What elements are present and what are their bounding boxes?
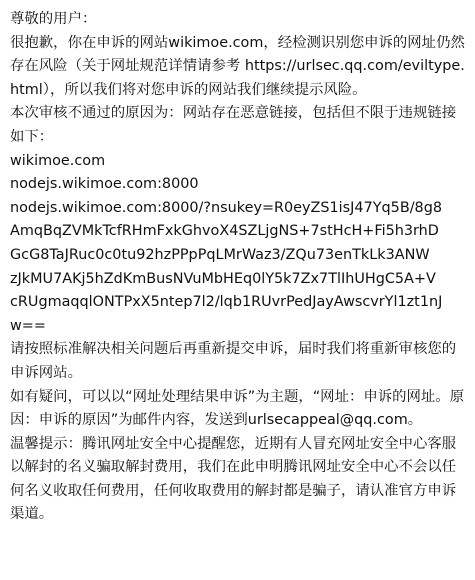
long-link-line: w== <box>10 317 46 334</box>
long-link-line: cRUgmaqqlONTPxX5ntep7l2/lqb1RUvrPedJayAwscvrYl1zt1nJ <box>10 294 443 311</box>
warning-paragraph: 温馨提示：腾讯网址安全中心提醒您，近期有人冒充网址安全中心客服以解封的名义骗取解封费用，我们在此申明腾讯网址安全中心不会以任何名义收取任何费用，任何收取费用的解封都是骗子，请认准官方申诉渠道。 <box>10 435 457 523</box>
long-link-line: GcG8TaJRuc0c0tu92hzPPpPqLMrWaz3/ZQu73enTkLk3ANW <box>10 246 430 263</box>
violating-link: wikimoe.com <box>10 152 106 169</box>
long-violating-link <box>10 197 468 339</box>
appeal-result-document <box>10 8 468 527</box>
long-link-line: AmqBqZVMkTcfRHmFxkGhvoX4SZLjgNS+7stHcH+Fi5h3rhD <box>10 223 439 240</box>
greeting: 尊敬的用户： <box>10 11 97 27</box>
violating-link: nodejs.wikimoe.com:8000 <box>10 176 199 193</box>
resubmit-paragraph: 请按照标准解决相关问题后再重新提交申诉，届时我们将重新审核您的申诉网站。 <box>10 341 457 381</box>
long-link-line: zJkMU7AKj5hZdKmBusNVuMbHEq0lY5k7Zx7TlIhUHgC5A+V <box>10 270 436 287</box>
long-link-line: nodejs.wikimoe.com:8000/?nsukey=R0eyZS1isJ47Yq5B/8g8 <box>10 199 442 216</box>
reason-paragraph: 本次审核不通过的原因为：网站存在恶意链接，包括但不限于违规链接如下： <box>10 105 457 145</box>
contact-paragraph: 如有疑问，可以以“网址处理结果申诉”为主题，“网址：申诉的网址。原因：申诉的原因”为邮件内容，发送到urlsecappeal@qq.com。 <box>10 388 465 429</box>
intro-paragraph: 很抱歉，你在申诉的网站wikimoe.com，经检测识别您申诉的网址仍然存在风险（关于网址规范详情请参考 https://urlsec.qq.com/eviltype.html），所以我们将对您申诉的网站我们继续提示风险。 <box>10 34 465 98</box>
